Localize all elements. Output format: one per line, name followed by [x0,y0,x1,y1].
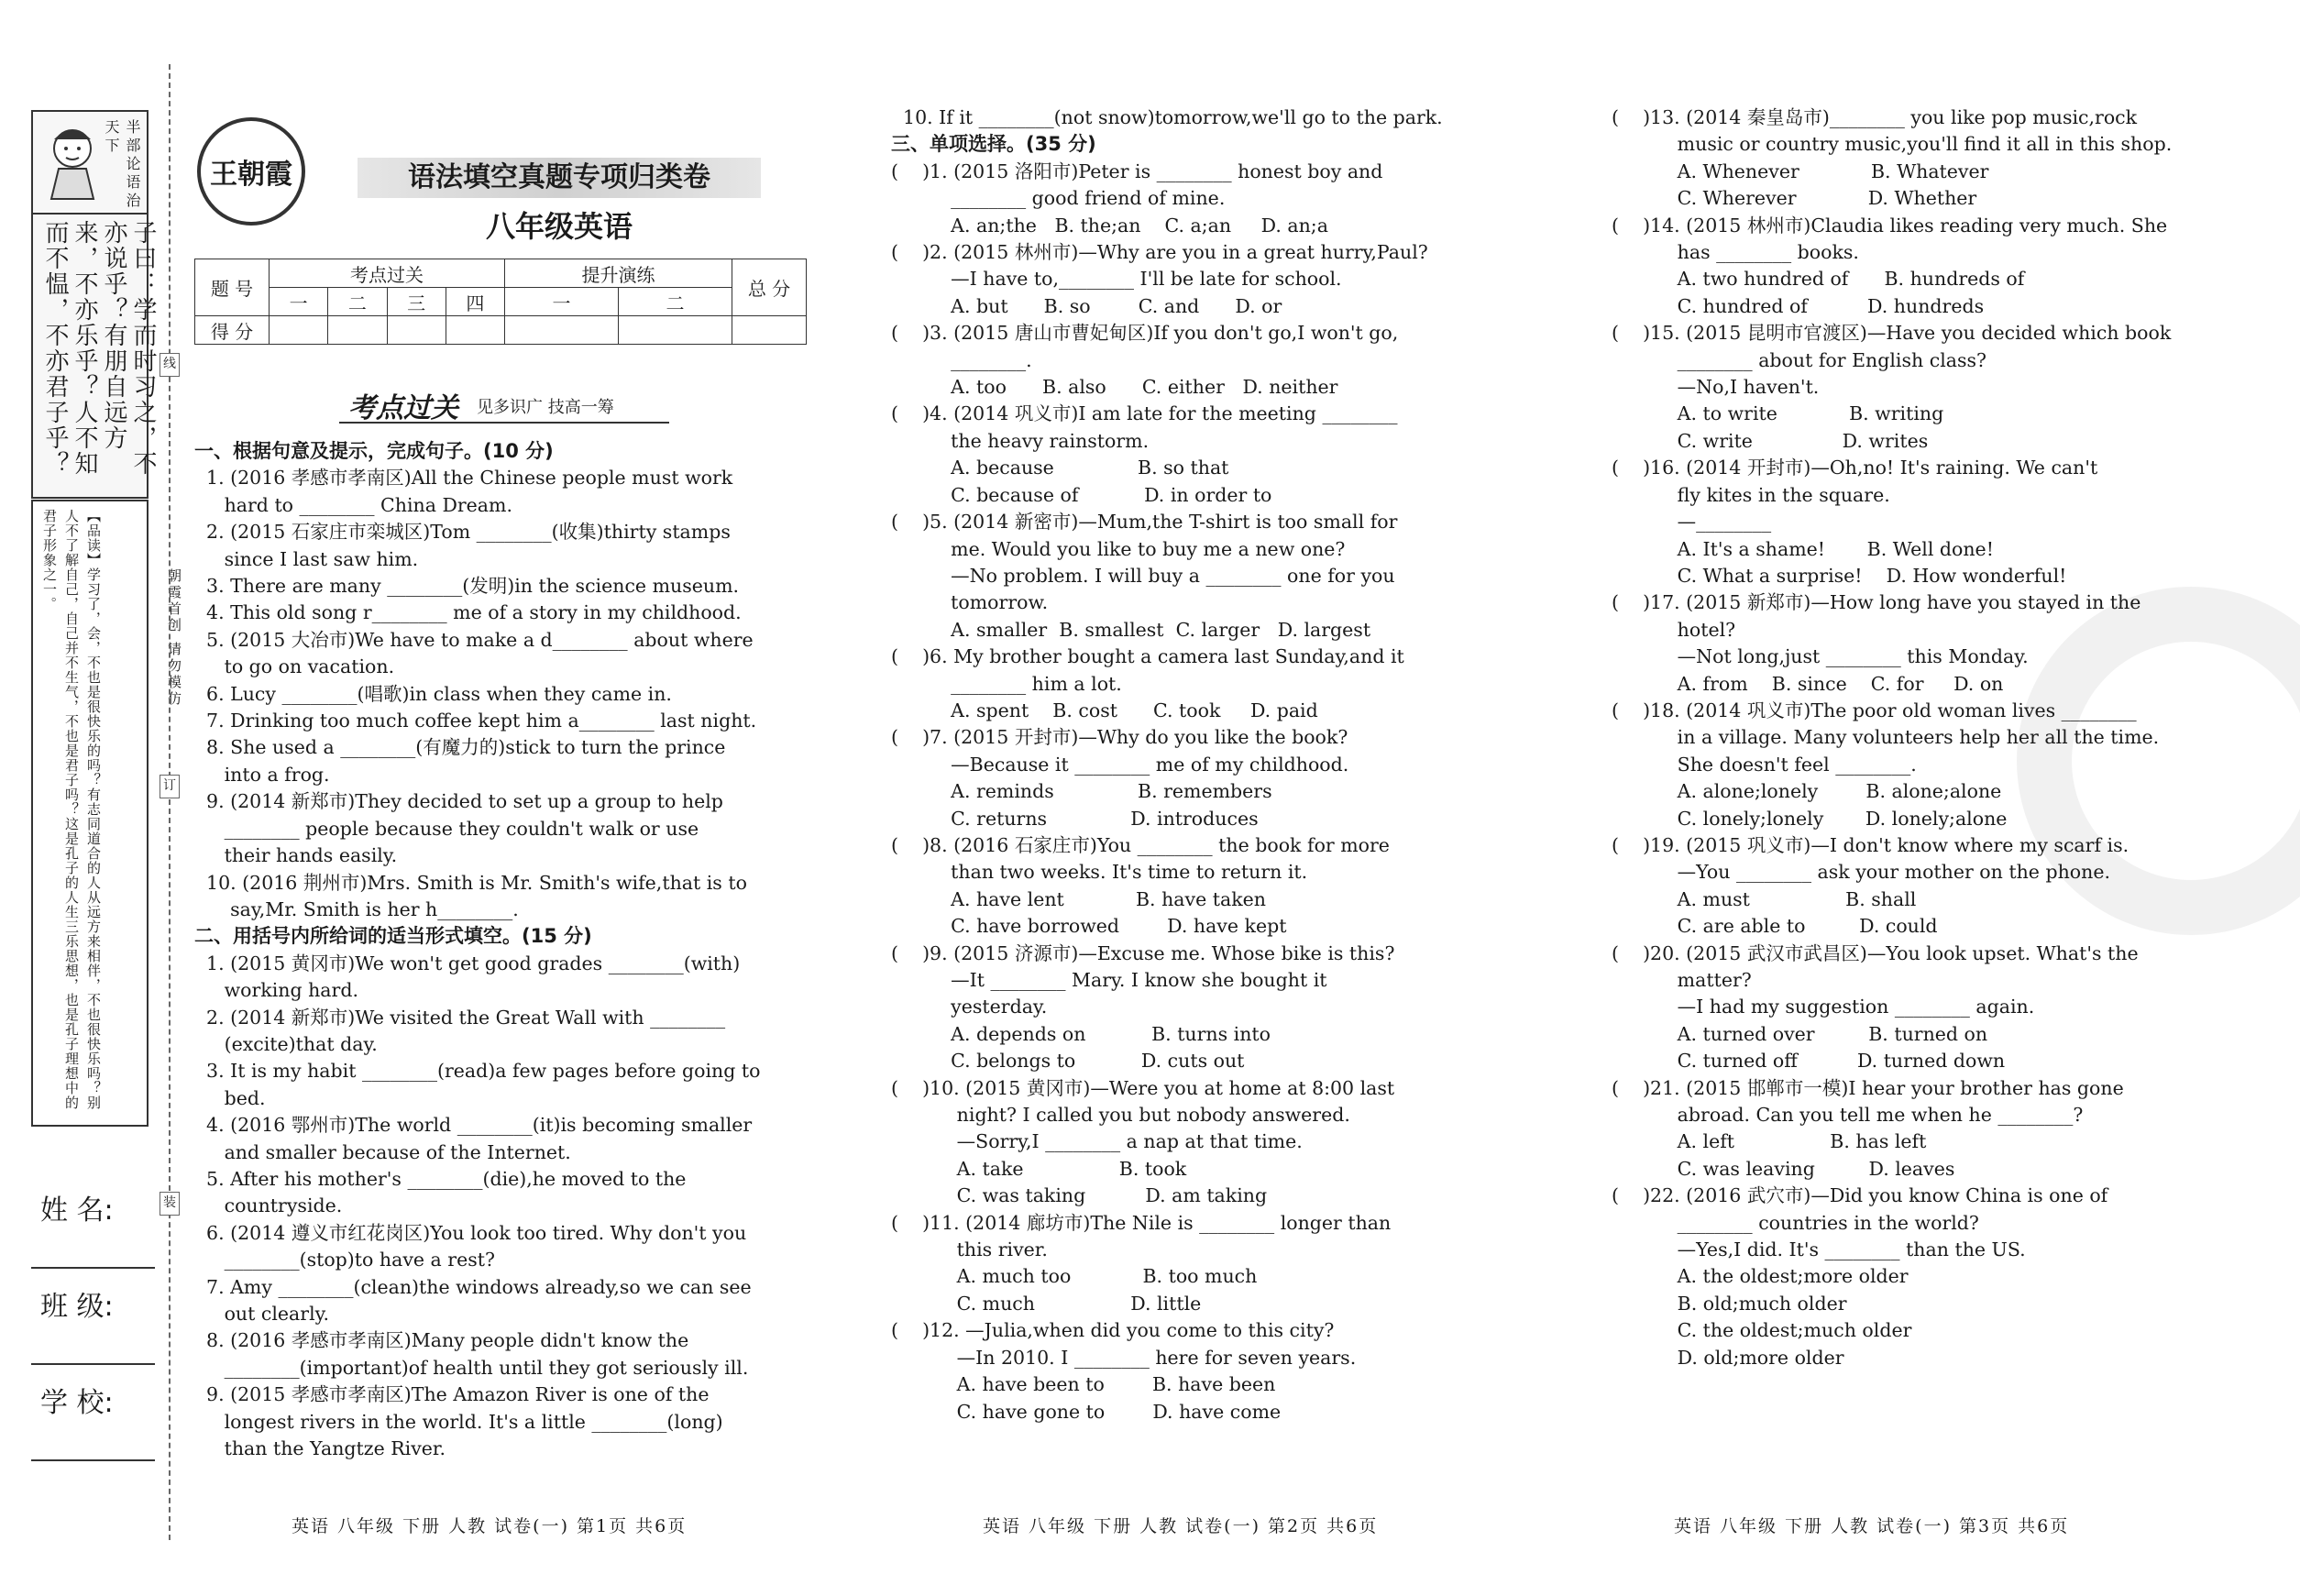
confucius-quote: 子曰：学而时习之，不亦说乎？有朋自远方来，不亦乐乎？人不知而不愠，不亦君子乎？ [41,220,157,477]
score-col: 四 [446,288,504,316]
section-badge-title: 考点过关 [348,392,458,424]
question-line: ( )1. (2015 洛阳市)Peter is ________ honest boy and [891,160,1383,182]
score-cell[interactable] [446,316,504,345]
section-heading: 一、根据句意及提示，完成句子。(10 分) [194,440,554,462]
section-badge-tagline: 见多识广 技高一筹 [477,398,614,417]
question-line: ( )3. (2015 唐山市曹妃甸区)If you don't go,I won't go, [891,322,1399,345]
question-line: She doesn't feel ________. [1612,753,1917,776]
score-cell[interactable] [328,316,387,345]
question-line: ( )19. (2015 巩义市)—I don't know where my scarf is. [1612,833,2129,856]
question-line: A. have been to B. have been [891,1373,1276,1396]
score-header-total: 总 分 [732,259,807,316]
section-heading: 二、用括号内所给词的适当形式填空。(15 分) [194,925,592,948]
question-line: A. depends on B. turns into [891,1022,1271,1045]
cut-line [169,64,171,1540]
question-line: 6. (2014 遵义市红花岗区)You look too tired. Why don't you [194,1221,747,1244]
question-line: C. returns D. introduces [891,807,1259,830]
question-line: ( )12. —Julia,when did you come to this city? [891,1319,1335,1342]
question-line: since I last saw him. [194,547,419,570]
question-line: ________ good friend of mine. [891,187,1226,210]
section-divider [339,422,669,424]
footer-page-1: 英语 八年级 下册 人教 试卷(一) 第1页 共6页 [292,1516,688,1536]
column-2 [891,105,1533,1425]
question-line: music or country music,you'll find it all in this shop. [1612,133,2173,156]
question-line: A. alone;lonely B. alone;alone [1612,780,2002,803]
school-label: 学 校: [40,1387,114,1419]
question-line: yesterday. [891,996,1048,1018]
question-line: 4. (2016 鄂州市)The world ________(it)is becoming smaller [194,1114,753,1137]
question-line: hard to ________ China Dream. [194,493,512,516]
question-line: tomorrow. [891,591,1049,614]
question-line: A. left B. has left [1612,1130,1927,1153]
score-table [194,259,807,345]
page-subtitle: 八年级英语 [485,209,633,244]
score-row-label: 得 分 [195,316,270,345]
question-line: A. but B. so C. and D. or [891,294,1282,317]
question-line: C. What a surprise! D. How wonderful! [1612,564,2067,587]
question-line: has ________ books. [1612,241,1859,264]
question-line: fly kites in the square. [1612,483,1890,506]
question-line: —You ________ ask your mother on the phone. [1612,861,2110,884]
question-line: hotel? [1612,618,1736,641]
question-line: ________ countries in the world? [1612,1211,1979,1234]
question-line: ( )16. (2014 开封市)—Oh,no! It's raining. We can't [1612,457,2098,479]
question-line: 7. Drinking too much coffee kept him a________ last night. [194,710,757,732]
school-field[interactable] [31,1459,155,1461]
question-line: ( )15. (2015 昆明市官渡区)—Have you decided which book [1612,322,2172,345]
question-line: 3. There are many ________(发明)in the science museum. [194,575,740,598]
column-1 [194,438,818,1462]
score-col: 二 [619,288,732,316]
binding-strip [28,110,182,1531]
score-col: 二 [328,288,387,316]
score-header-kaodian: 考点过关 [270,259,505,288]
cut-mark-1: 线 [160,353,180,377]
confucius-illustration-icon [40,121,105,204]
pindu-text: 【品读】学习了，会，不也是很快乐的吗？有志同道合的人从远方来相伴，不也很快乐吗？别人不了解自己，自己并不生气，不也是君子吗？这是孔子的人生三乐思想，也是孔子理想中的君子形象之一。 [41,509,102,1110]
question-line: 9. (2014 新郑市)They decided to set up a group to help [194,790,723,813]
question-line: —No,I haven't. [1612,376,1820,399]
question-line: A. reminds B. remembers [891,780,1272,803]
question-line: ________ people because they couldn't walk or use [194,817,699,840]
question-line: than two weeks. It's time to return it. [891,861,1308,884]
score-cell[interactable] [387,316,446,345]
question-line: me. Would you like to buy me a new one? [891,537,1346,560]
question-line: than the Yangtze River. [194,1437,446,1460]
question-line: ( )18. (2014 巩义市)The poor old woman lives ________ [1612,699,2137,721]
question-line: ( )20. (2015 武汉市武昌区)—You look upset. What's the [1612,941,2139,964]
question-line: 2. (2015 石家庄市栾城区)Tom ________(收集)thirty stamps [194,521,731,544]
question-line: A. spent B. cost C. took D. paid [891,699,1318,721]
question-line: —________ [1612,511,1772,534]
page-title: 语法填空真题专项归类卷 [358,158,761,198]
question-line: —I had my suggestion ________ again. [1612,996,2035,1018]
question-line: ( )9. (2015 济源市)—Excuse me. Whose bike is this? [891,941,1395,964]
question-line: —Sorry,I ________ a nap at that time. [891,1130,1303,1153]
footer-page-3: 英语 八年级 下册 人教 试卷(一) 第3页 共6页 [1674,1516,2070,1536]
score-col: 一 [505,288,619,316]
question-line: —No problem. I will buy a ________ one for you [891,564,1395,587]
question-line: out clearly. [194,1303,330,1325]
question-line: ( )5. (2014 新密市)—Mum,the T-shirt is too small for [891,511,1398,534]
question-line: A. too B. also C. either D. neither [891,376,1338,399]
score-col: 一 [270,288,328,316]
question-line: C. have gone to D. have come [891,1400,1282,1423]
question-line: A. two hundred of B. hundreds of [1612,268,2025,291]
question-line: D. old;more older [1612,1346,1844,1369]
question-line: matter? [1612,969,1752,991]
question-line: C. Wherever D. Whether [1612,187,1977,210]
question-line: and smaller because of the Internet. [194,1140,571,1163]
section-heading: 三、单项选择。(35 分) [891,133,1096,156]
question-line: 1. (2015 黄冈市)We won't get good grades ________(with) [194,952,741,974]
question-line: 1. (2016 孝感市孝南区)All the Chinese people must work [194,467,733,490]
question-line: ________ him a lot. [891,672,1122,695]
question-line: C. was leaving D. leaves [1612,1157,1955,1180]
question-line: 9. (2015 孝感市孝南区)The Amazon River is one of the [194,1383,710,1406]
question-line: —Because it ________ me of my childhood. [891,753,1349,776]
question-line: 4. This old song r________ me of a story in my childhood. [194,601,742,624]
question-line: A. the oldest;more older [1612,1265,1909,1288]
cut-mark-2: 订 [160,775,180,798]
question-line: the heavy rainstorm. [891,429,1150,452]
question-line: A. an;the B. the;an C. a;an D. an;a [891,214,1328,237]
question-line: countryside. [194,1194,343,1217]
question-line: ( )6. My brother bought a camera last Sunday,and it [891,645,1404,668]
question-line: C. are able to D. could [1612,915,1938,938]
question-line: C. have borrowed D. have kept [891,915,1287,938]
question-line: ( )2. (2015 林州市)—Why are you in a great hurry,Paul? [891,241,1428,264]
question-line: bed. [194,1086,266,1109]
motto-header [33,112,147,215]
question-line: ( )13. (2014 秦皇岛市)________ you like pop music,rock [1612,106,2138,128]
score-cell[interactable] [619,316,732,345]
question-line: (excite)that day. [194,1032,378,1055]
column-3 [1612,105,2253,1371]
question-line: ( )22. (2016 武穴市)—Did you know China is one of [1612,1184,2108,1207]
question-line: night? I called you but nobody answered. [891,1104,1350,1127]
question-line: 2. (2014 新郑市)We visited the Great Wall with ________ [194,1006,726,1029]
question-line: C. the oldest;much older [1612,1319,1912,1342]
question-line: ( )4. (2014 巩义市)I am late for the meeting ________ [891,402,1398,425]
question-line: this river. [891,1238,1048,1261]
question-line: into a frog. [194,763,330,786]
question-line: —Yes,I did. It's ________ than the US. [1612,1238,2026,1261]
question-line: 7. Amy ________(clean)the windows already,so we can see [194,1275,752,1298]
brand-logo [197,117,305,226]
class-label: 班 级: [40,1291,114,1323]
question-line: ( )17. (2015 新郑市)—How long have you stayed in the [1612,591,2141,614]
question-line: A. take B. took [891,1157,1187,1180]
brand-logo-text: 王朝霞 [210,159,292,191]
question-line: 5. (2015 大冶市)We have to make a d________ about where [194,628,754,651]
question-line: A. smaller B. smallest C. larger D. largest [891,618,1371,641]
name-field[interactable] [31,1267,155,1269]
score-cell[interactable] [505,316,619,345]
question-line: 10. (2016 荆州市)Mrs. Smith is Mr. Smith's wife,that is to [194,871,747,894]
question-line: 8. (2016 孝感市孝南区)Many people didn't know the [194,1329,689,1352]
question-line: ________ about for English class? [1612,348,1987,371]
question-line: ( )10. (2015 黄冈市)—Were you at home at 8:00 last [891,1076,1395,1099]
question-line: ( )8. (2016 石家庄市)You ________ the book for more [891,833,1390,856]
question-line: —In 2010. I ________ here for seven years. [891,1346,1357,1369]
question-line: A. must B. shall [1612,887,1917,910]
score-cell[interactable] [270,316,328,345]
footer-page-2: 英语 八年级 下册 人教 试卷(一) 第2页 共6页 [983,1516,1379,1536]
question-line: 6. Lucy ________(唱歌)in class when they came in. [194,682,672,705]
motto-box [31,110,157,499]
question-line: ( )14. (2015 林州市)Claudia likes reading very much. She [1612,214,2168,237]
question-line: ( )11. (2014 廊坊市)The Nile is ________ longer than [891,1211,1392,1234]
question-line: ( )21. (2015 邯郸市一模)I hear your brother has gone [1612,1076,2124,1099]
copyright-side-text: 朝霞首创 请勿模仿 [166,568,182,708]
question-line: 8. She used a ________(有魔力的)stick to turn the prince [194,736,726,759]
question-line: C. was taking D. am taking [891,1184,1268,1207]
pindu-box [31,500,149,1127]
question-line: 10. If it ________(not snow)tomorrow,we'll go to the park. [891,106,1443,128]
question-line: A. It's a shame! B. Well done! [1612,537,1994,560]
question-line: in a village. Many volunteers help her all the time. [1612,726,2160,749]
question-line: 3. It is my habit ________(read)a few pages before going to [194,1060,761,1083]
question-line: A. to write B. writing [1612,402,1944,425]
question-line: to go on vacation. [194,655,395,678]
motto-side-text: 半部论语治天下 [103,119,141,211]
class-field[interactable] [31,1363,155,1365]
question-line: ________(important)of health until they got seriously ill. [194,1356,749,1379]
question-line: A. much too B. too much [891,1265,1258,1288]
score-col: 三 [387,288,446,316]
question-line: say,Mr. Smith is her h________. [194,897,519,920]
question-line: A. from B. since C. for D. on [1612,672,2004,695]
question-line: A. turned over B. turned on [1612,1022,1988,1045]
question-line: 5. After his mother's ________(die),he moved to the [194,1167,687,1190]
score-header-tisheng: 提升演练 [505,259,732,288]
question-line: ( )7. (2015 开封市)—Why do you like the book? [891,726,1348,749]
question-line: C. write D. writes [1612,429,1929,452]
name-label: 姓 名: [40,1194,114,1227]
question-line: ________. [891,348,1032,371]
question-line: B. old;much older [1612,1292,1847,1315]
question-line: A. Whenever B. Whatever [1612,160,1989,182]
question-line: C. because of D. in order to [891,483,1272,506]
question-line: C. much D. little [891,1292,1202,1315]
question-line: —It ________ Mary. I know she bought it [891,969,1327,991]
question-line: longest rivers in the world. It's a little ________(long) [194,1410,723,1433]
question-line: —Not long,just ________ this Monday. [1612,645,2029,668]
question-line: C. belongs to D. cuts out [891,1050,1245,1073]
question-line: abroad. Can you tell me when he ________? [1612,1104,2084,1127]
question-line: —I have to,________ I'll be late for school. [891,268,1342,291]
cut-mark-3: 装 [160,1192,180,1216]
question-line: C. turned off D. turned down [1612,1050,2006,1073]
question-line: working hard. [194,979,358,1002]
question-line: A. have lent B. have taken [891,887,1266,910]
question-line: C. lonely;lonely D. lonely;alone [1612,807,2008,830]
question-line: their hands easily. [194,844,398,867]
question-line: C. hundred of D. hundreds [1612,294,1985,317]
question-line: ________(stop)to have a rest? [194,1249,495,1271]
question-line: A. because B. so that [891,457,1229,479]
score-cell[interactable] [732,316,807,345]
score-header-number: 题 号 [195,259,270,316]
